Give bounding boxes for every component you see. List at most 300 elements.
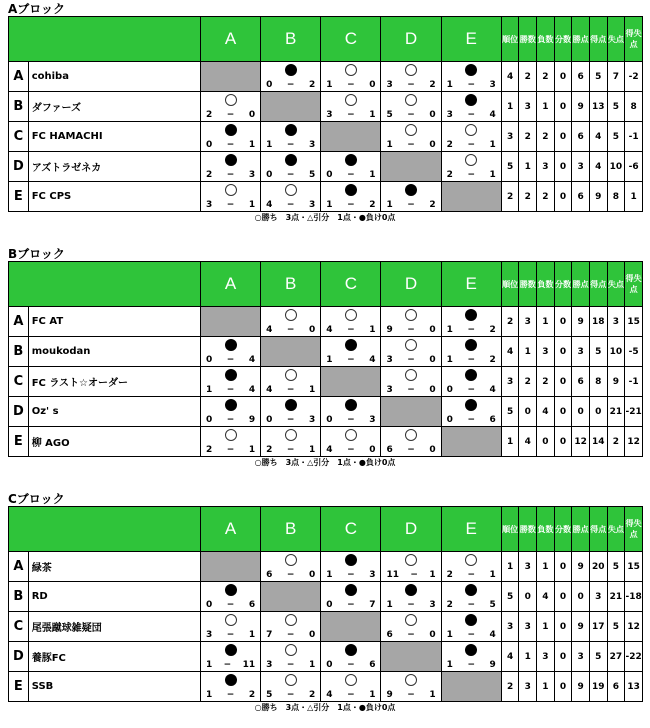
self-match-cell [200, 552, 260, 582]
match-cell [441, 397, 501, 427]
stat-cell: 1 [501, 92, 519, 122]
self-match-cell [381, 152, 441, 182]
score-dash: − [407, 355, 415, 365]
match-cell [381, 92, 441, 122]
row-label: C [9, 367, 29, 397]
score-against: 0 [309, 325, 316, 335]
match-score [201, 600, 260, 611]
stat-cell: 1 [519, 337, 537, 367]
stat-header: 得点 [589, 262, 607, 307]
match-cell [261, 642, 321, 672]
col-header-D: D [381, 262, 441, 307]
match-cell [381, 582, 441, 612]
stat-header: 勝数 [519, 17, 537, 62]
score-for: 4 [326, 325, 333, 335]
score-against: 3 [309, 140, 316, 150]
loss-dot-icon [345, 584, 357, 596]
stat-header: 得点 [589, 17, 607, 62]
match-cell [441, 152, 501, 182]
score-dash: − [286, 570, 295, 580]
team-name: 尾張蹴球雑疑団 [28, 612, 200, 642]
match-score [381, 140, 440, 151]
stat-cell: 4 [537, 397, 555, 427]
match-cell [261, 182, 321, 212]
stat-cell: 12 [625, 427, 643, 457]
stat-cell: 2 [519, 62, 537, 92]
score-dash: − [347, 445, 355, 455]
row-label: C [9, 122, 29, 152]
team-row [9, 337, 643, 367]
score-dash: − [347, 170, 355, 180]
win-circle-icon [285, 429, 297, 441]
stat-cell: 3 [501, 367, 519, 397]
stat-cell: 4 [501, 62, 519, 92]
stat-cell: 9 [607, 367, 625, 397]
match-score [261, 325, 320, 336]
score-dash: − [286, 325, 295, 335]
score-against: 9 [248, 415, 256, 425]
match-score [201, 200, 260, 211]
score-dash: − [226, 355, 235, 365]
score-for: 6 [386, 445, 393, 455]
match-cell [441, 122, 501, 152]
loss-dot-icon [465, 339, 477, 351]
score-against: 1 [489, 140, 496, 150]
score-against: 2 [369, 200, 376, 210]
score-for: 3 [266, 660, 273, 670]
stat-cell: 3 [519, 307, 537, 337]
match-score [261, 80, 320, 91]
loss-dot-icon [345, 399, 357, 411]
score-dash: − [226, 200, 235, 210]
stat-header: 得失点 [625, 17, 643, 62]
score-dash: − [410, 570, 418, 580]
score-against: 1 [309, 445, 316, 455]
score-for: 2 [205, 110, 213, 120]
win-circle-icon [405, 94, 417, 106]
loss-dot-icon [225, 399, 237, 411]
score-for: 0 [205, 600, 213, 610]
col-header-D: D [381, 507, 441, 552]
win-circle-icon [285, 309, 297, 321]
stat-cell: 1 [519, 642, 537, 672]
match-cell [441, 642, 501, 672]
match-score [201, 660, 260, 671]
score-dash: − [286, 630, 295, 640]
match-score [261, 200, 320, 211]
score-against: 5 [489, 600, 496, 610]
score-against: 1 [248, 200, 256, 210]
match-score [442, 170, 501, 181]
score-for: 1 [446, 660, 453, 670]
match-cell [381, 122, 441, 152]
match-score [321, 355, 380, 366]
score-dash: − [286, 660, 295, 670]
match-cell [321, 307, 381, 337]
stat-cell: 2 [501, 182, 519, 212]
match-cell [200, 397, 260, 427]
match-score [201, 690, 260, 701]
match-score [381, 200, 440, 211]
match-score [442, 325, 501, 336]
score-for: 3 [386, 355, 393, 365]
score-for: 6 [386, 630, 393, 640]
match-cell [381, 612, 441, 642]
stat-cell: 9 [572, 672, 590, 702]
score-against: 3 [369, 415, 376, 425]
score-against: 2 [429, 200, 436, 210]
match-score [261, 690, 320, 701]
score-dash: − [226, 600, 235, 610]
stat-cell: 0 [554, 337, 572, 367]
stat-cell: -2 [625, 62, 643, 92]
score-for: 3 [326, 110, 333, 120]
match-score [321, 415, 380, 426]
match-cell [381, 427, 441, 457]
stat-cell: 2 [501, 307, 519, 337]
stat-cell: 0 [554, 92, 572, 122]
match-cell [321, 642, 381, 672]
score-dash: − [467, 140, 475, 150]
score-against: 0 [429, 325, 436, 335]
header-corner [9, 262, 201, 307]
stat-header: 得点 [589, 507, 607, 552]
stat-cell: 1 [537, 612, 555, 642]
stat-header: 勝点 [572, 507, 590, 552]
match-score [261, 570, 320, 581]
loss-dot-icon [465, 309, 477, 321]
team-name: 柳 AGO [28, 427, 200, 457]
team-name: アズトラゼネカ [28, 152, 200, 182]
stat-cell: 8 [607, 182, 625, 212]
match-score [321, 445, 380, 456]
match-cell [441, 367, 501, 397]
score-dash: − [347, 355, 355, 365]
win-circle-icon [285, 674, 297, 686]
team-name: RD [28, 582, 200, 612]
self-match-cell [441, 672, 501, 702]
stat-cell: 8 [625, 92, 643, 122]
score-dash: − [467, 385, 475, 395]
match-score [381, 570, 440, 581]
team-row [9, 672, 643, 702]
score-dash: − [226, 630, 235, 640]
self-match-cell [441, 427, 501, 457]
stat-cell: 1 [537, 552, 555, 582]
col-header-A: A [200, 507, 260, 552]
score-for: 2 [446, 570, 453, 580]
match-cell [441, 552, 501, 582]
stat-cell: 0 [554, 62, 572, 92]
row-label: E [9, 182, 29, 212]
stat-header: 順位 [501, 507, 519, 552]
score-for: 2 [205, 170, 213, 180]
row-label: D [9, 397, 29, 427]
score-against: 2 [489, 325, 496, 335]
stat-cell: 9 [572, 612, 590, 642]
header-corner [9, 17, 201, 62]
team-name: FC CPS [28, 182, 200, 212]
match-cell [381, 672, 441, 702]
match-score [442, 385, 501, 396]
stat-cell: 5 [607, 92, 625, 122]
stat-cell: 1 [625, 182, 643, 212]
score-for: 3 [446, 110, 453, 120]
match-cell [200, 152, 260, 182]
row-label: C [9, 612, 29, 642]
win-circle-icon [405, 614, 417, 626]
stat-cell: 4 [519, 427, 537, 457]
score-against: 1 [429, 570, 436, 580]
score-against: 0 [248, 110, 256, 120]
stat-cell: 0 [572, 582, 590, 612]
match-cell [261, 612, 321, 642]
win-circle-icon [225, 184, 237, 196]
score-for: 1 [386, 140, 393, 150]
self-match-cell [381, 642, 441, 672]
stat-cell: 0 [554, 642, 572, 672]
score-for: 9 [386, 325, 393, 335]
score-against: 4 [489, 385, 496, 395]
win-circle-icon [285, 184, 297, 196]
stat-cell: 3 [572, 337, 590, 367]
match-cell [261, 367, 321, 397]
legend: ○勝ち 3点・△引分 1点・●負け0点 [254, 458, 396, 467]
match-score [201, 415, 260, 426]
match-cell [441, 582, 501, 612]
stat-header: 順位 [501, 262, 519, 307]
win-circle-icon [225, 429, 237, 441]
stat-header: 分数 [554, 262, 572, 307]
stat-cell: 2 [519, 367, 537, 397]
win-circle-icon [345, 674, 357, 686]
match-cell [441, 62, 501, 92]
match-score [261, 385, 320, 396]
match-cell [381, 307, 441, 337]
stat-cell: 5 [501, 397, 519, 427]
match-cell [441, 92, 501, 122]
score-against: 4 [489, 630, 496, 640]
loss-dot-icon [345, 644, 357, 656]
win-circle-icon [345, 309, 357, 321]
match-score [261, 445, 320, 456]
score-dash: − [226, 110, 235, 120]
team-row [9, 642, 643, 672]
score-for: 4 [326, 690, 333, 700]
match-score [381, 355, 440, 366]
legend: ○勝ち 3点・△引分 1点・●負け0点 [254, 213, 396, 222]
match-cell [200, 122, 260, 152]
stat-cell: 0 [554, 307, 572, 337]
loss-dot-icon [345, 339, 357, 351]
match-cell [381, 552, 441, 582]
score-dash: − [223, 660, 232, 670]
stat-cell: 0 [537, 427, 555, 457]
loss-dot-icon [225, 154, 237, 166]
loss-dot-icon [345, 554, 357, 566]
match-score [381, 80, 440, 91]
col-header-E: E [441, 262, 501, 307]
score-for: 1 [386, 600, 393, 610]
self-match-cell [261, 582, 321, 612]
score-against: 0 [429, 355, 436, 365]
stat-cell: 20 [589, 552, 607, 582]
win-circle-icon [225, 94, 237, 106]
score-dash: − [407, 630, 415, 640]
match-cell [441, 337, 501, 367]
score-for: 3 [386, 385, 393, 395]
team-row [9, 62, 643, 92]
header-row [9, 17, 643, 62]
match-score [381, 630, 440, 641]
stat-cell: 0 [554, 612, 572, 642]
score-dash: − [467, 355, 475, 365]
col-header-B: B [261, 262, 321, 307]
team-row [9, 582, 643, 612]
score-dash: − [467, 415, 475, 425]
match-score [201, 140, 260, 151]
match-cell [200, 92, 260, 122]
loss-dot-icon [225, 369, 237, 381]
stat-cell: 1 [537, 92, 555, 122]
score-for: 11 [386, 570, 399, 580]
match-score [381, 690, 440, 701]
loss-dot-icon [285, 154, 297, 166]
col-header-C: C [321, 262, 381, 307]
score-against: 0 [429, 630, 436, 640]
score-against: 2 [489, 355, 496, 365]
stat-cell: 9 [572, 92, 590, 122]
team-row [9, 552, 643, 582]
stat-cell: 4 [589, 122, 607, 152]
stat-cell: 0 [554, 367, 572, 397]
block-title: Bブロック [8, 245, 80, 264]
team-name: 緑茶 [28, 552, 200, 582]
stat-cell: -5 [625, 337, 643, 367]
col-header-C: C [321, 507, 381, 552]
loss-dot-icon [225, 339, 237, 351]
score-against: 0 [309, 630, 316, 640]
score-dash: − [226, 170, 235, 180]
match-score [321, 200, 380, 211]
match-cell [321, 92, 381, 122]
score-for: 3 [205, 630, 213, 640]
row-label: D [9, 152, 29, 182]
team-name: ダファーズ [28, 92, 200, 122]
score-against: 0 [429, 140, 436, 150]
row-label: B [9, 582, 29, 612]
score-for: 0 [205, 140, 213, 150]
match-cell [321, 582, 381, 612]
match-score [321, 170, 380, 181]
match-score [381, 385, 440, 396]
stat-cell: 0 [554, 182, 572, 212]
score-dash: − [286, 415, 295, 425]
self-match-cell [261, 92, 321, 122]
team-row [9, 182, 643, 212]
score-against: 3 [429, 600, 436, 610]
match-cell [321, 552, 381, 582]
score-against: 3 [248, 170, 256, 180]
stat-cell: 15 [625, 552, 643, 582]
score-for: 2 [446, 600, 453, 610]
stat-cell: 6 [572, 182, 590, 212]
score-dash: − [407, 445, 415, 455]
score-for: 5 [266, 690, 273, 700]
stat-cell: 17 [589, 612, 607, 642]
stat-cell: 7 [607, 62, 625, 92]
stat-cell: 6 [572, 122, 590, 152]
match-score [321, 690, 380, 701]
loss-dot-icon [225, 644, 237, 656]
match-cell [321, 337, 381, 367]
win-circle-icon [465, 554, 477, 566]
loss-dot-icon [225, 124, 237, 136]
match-cell [381, 62, 441, 92]
stat-cell: 3 [589, 582, 607, 612]
stat-cell: 8 [589, 367, 607, 397]
score-dash: − [226, 385, 235, 395]
score-against: 3 [309, 200, 316, 210]
stat-cell: 4 [589, 152, 607, 182]
stat-cell: 0 [554, 427, 572, 457]
score-against: 0 [369, 445, 376, 455]
match-score [442, 110, 501, 121]
row-label: E [9, 672, 29, 702]
loss-dot-icon [225, 584, 237, 596]
score-dash: − [407, 600, 415, 610]
score-dash: − [467, 600, 475, 610]
stat-cell: -1 [625, 122, 643, 152]
block-title: Aブロック [8, 0, 80, 19]
score-dash: − [407, 110, 415, 120]
score-against: 4 [489, 110, 496, 120]
stat-cell: 5 [607, 122, 625, 152]
score-for: 0 [205, 415, 213, 425]
score-against: 6 [369, 660, 376, 670]
score-dash: − [347, 570, 355, 580]
score-against: 0 [369, 80, 376, 90]
score-dash: − [347, 325, 355, 335]
score-dash: − [407, 200, 415, 210]
match-score [261, 630, 320, 641]
stat-cell: 21 [607, 582, 625, 612]
stat-cell: 3 [537, 152, 555, 182]
self-match-cell [441, 182, 501, 212]
stat-cell: 5 [589, 337, 607, 367]
stat-header: 順位 [501, 17, 519, 62]
score-for: 1 [446, 630, 453, 640]
match-cell [200, 427, 260, 457]
match-cell [321, 182, 381, 212]
score-dash: − [286, 200, 295, 210]
team-name: FC ラスト☆オーダー [28, 367, 200, 397]
score-for: 0 [266, 415, 273, 425]
stat-cell: 0 [554, 582, 572, 612]
score-against: 1 [309, 385, 316, 395]
win-circle-icon [405, 674, 417, 686]
score-against: 4 [248, 385, 256, 395]
score-against: 1 [489, 570, 496, 580]
match-cell [381, 367, 441, 397]
stat-cell: 4 [537, 582, 555, 612]
score-for: 0 [205, 355, 213, 365]
loss-dot-icon [465, 399, 477, 411]
col-header-A: A [200, 17, 260, 62]
self-match-cell [200, 307, 260, 337]
score-for: 4 [266, 385, 273, 395]
match-cell [261, 427, 321, 457]
